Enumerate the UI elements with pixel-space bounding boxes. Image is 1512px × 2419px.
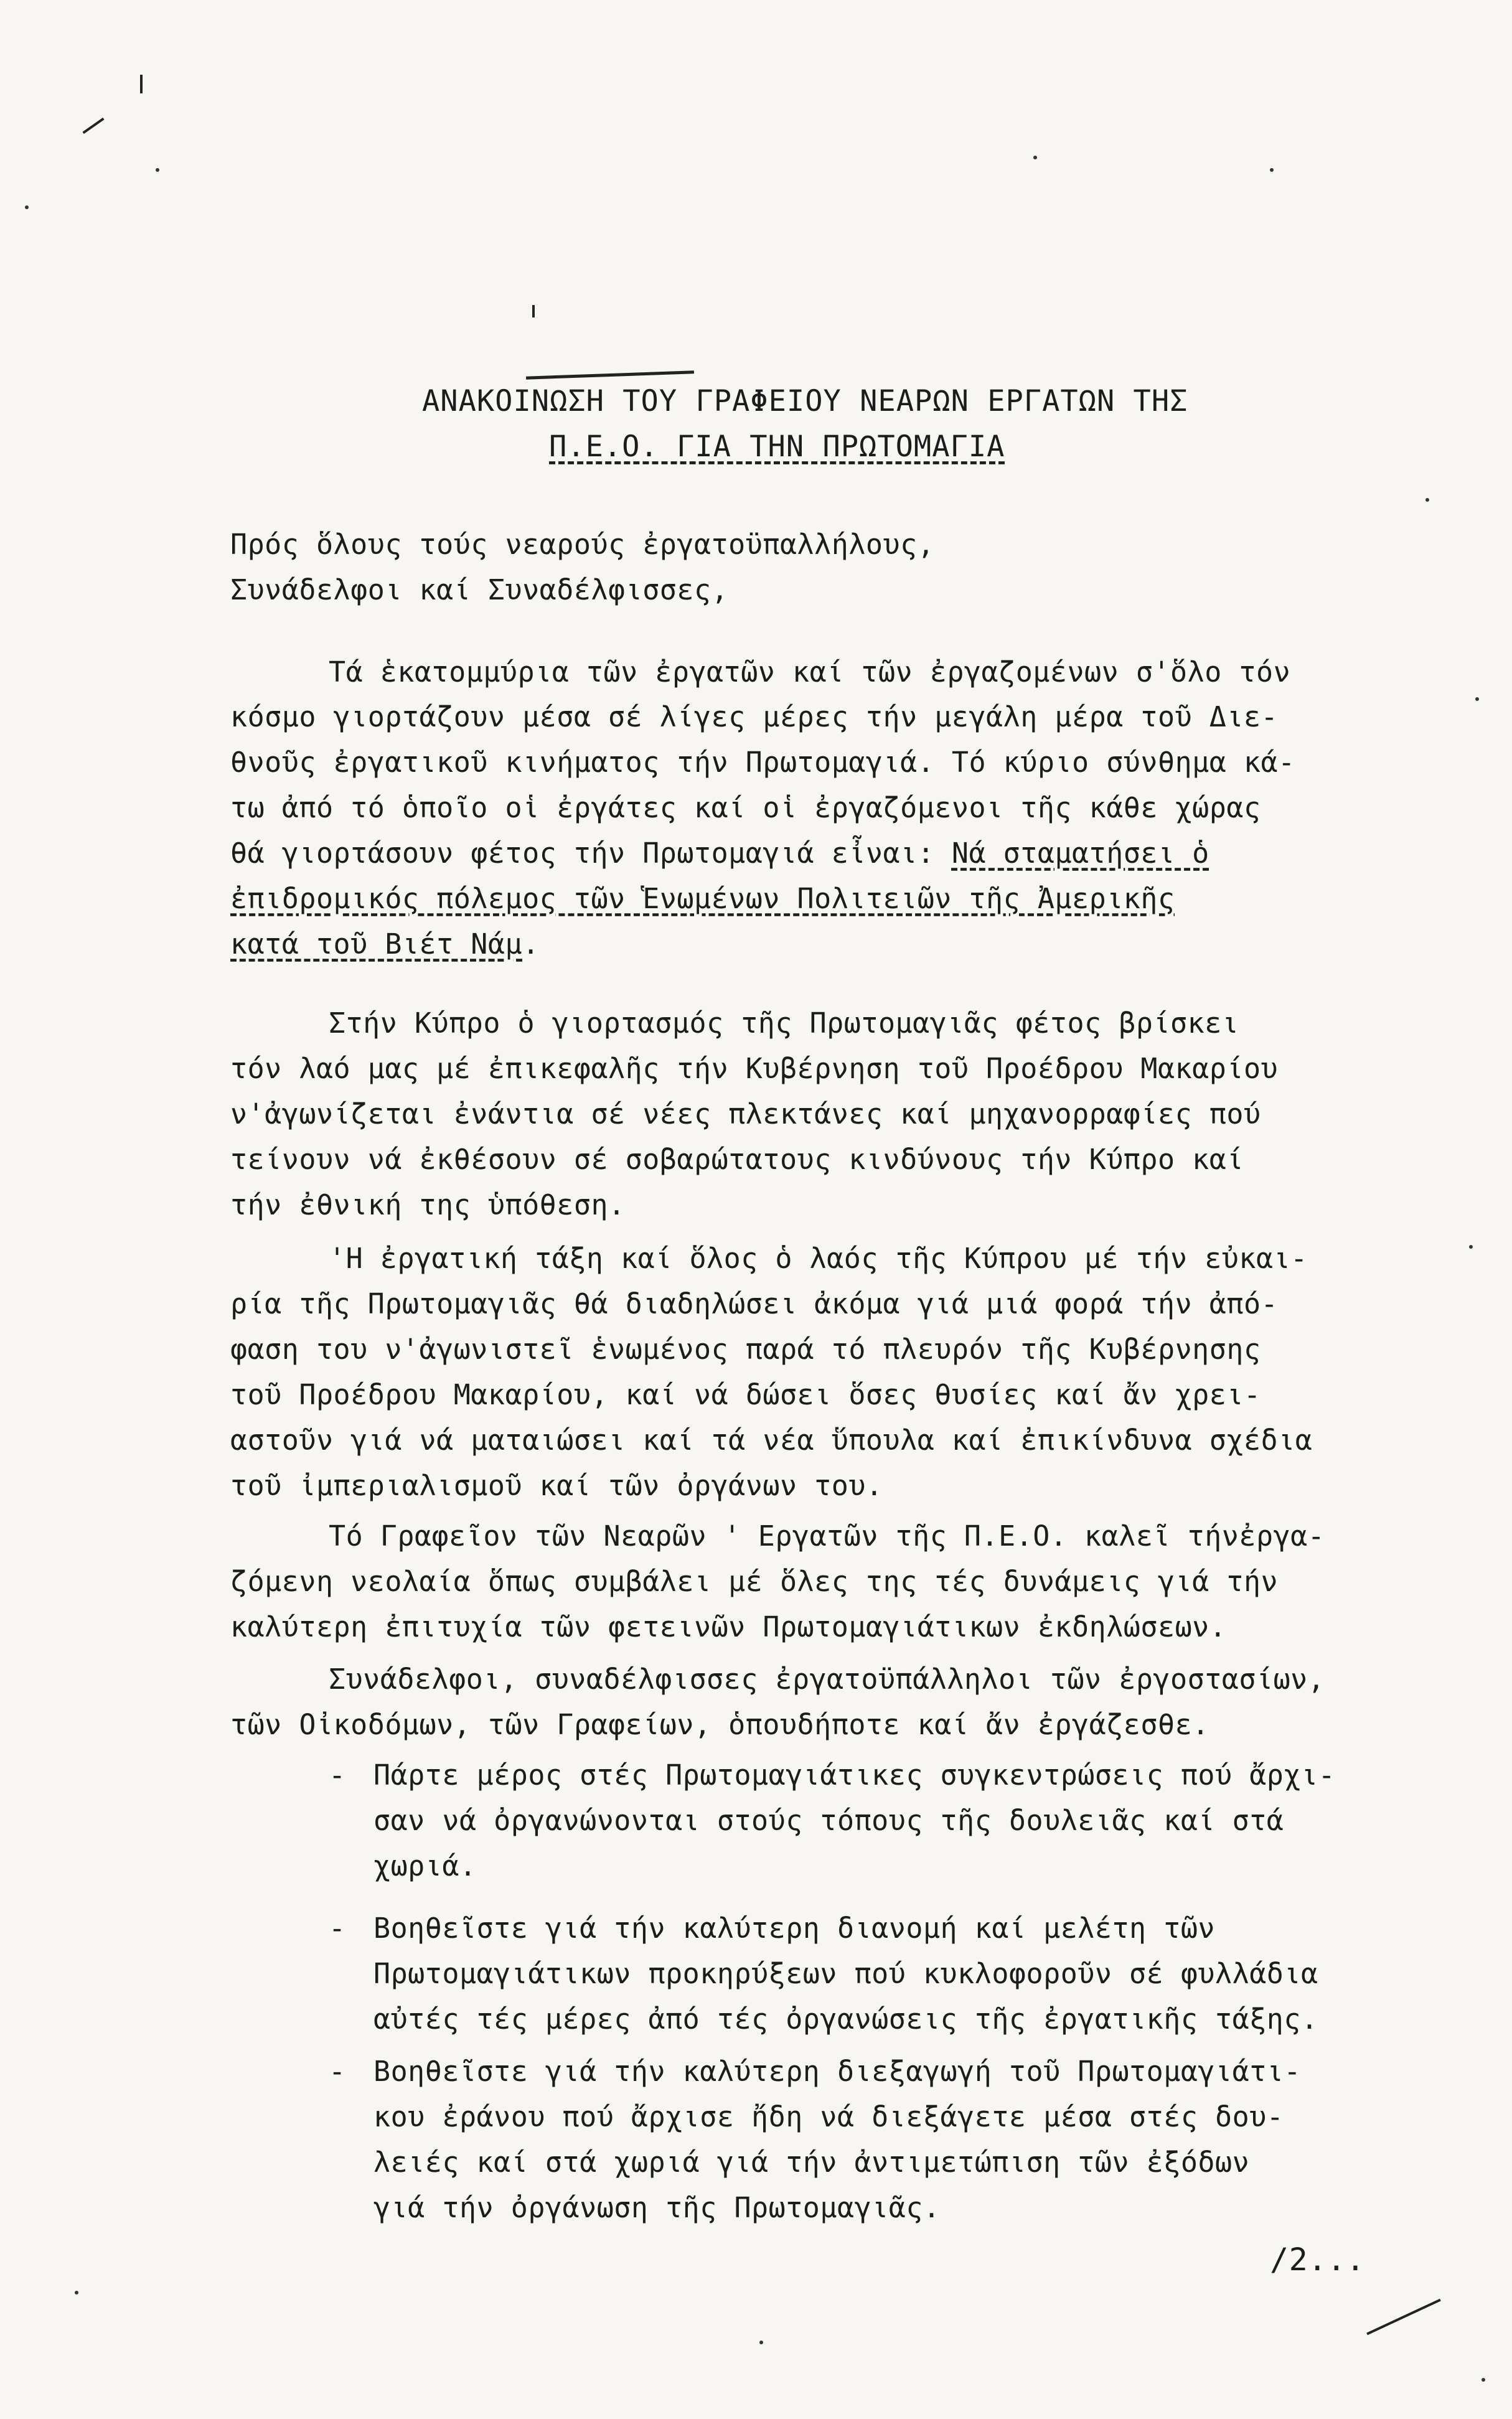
page-continuation-marker: /2... (1270, 2242, 1366, 2278)
para5-line-2: τῶν Οἰκοδόμων, τῶν Γραφείων, ὁπουδήποτε καί ἄν ἐργάζεσθε. (230, 1708, 1209, 1741)
bullet-1-line-1: Πάρτε μέρος στές Πρωτομαγιάτικες συγκεντρώσεις πού ἄρχι- (373, 1759, 1336, 1792)
greeting-line-1: Πρός ὅλους τούς νεαρούς ἐργατοϋπαλλήλους, (230, 528, 935, 561)
para2-line-1: Στήν Κύπρο ὁ γιορτασμός τῆς Πρωτομαγιᾶς φέτος βρίσκει (329, 1007, 1239, 1040)
bullet-1-line-2: σαν νά ὀργανώνονται στούς τόπους τῆς δουλειᾶς καί στά (373, 1804, 1284, 1837)
bullet-3-line-3: λειές καί στά χωριά γιά τήν ἀντιμετώπιση τῶν ἐξόδων (373, 2146, 1250, 2179)
bullet-1-line-3: χωριά. (373, 1849, 477, 1882)
para3-line-6: τοῦ ἰμπεριαλισμοῦ καί τῶν ὀργάνων του. (230, 1469, 883, 1502)
bullet-2-line-3: αὐτές τές μέρες ἀπό τές ὀργανώσεις τῆς ἐργατικῆς τάξης. (373, 2003, 1318, 2036)
scan-speck (75, 2291, 78, 2295)
para1-line-3: θνοῦς ἐργατικοῦ κινήματος τήν Πρωτομαγιά. Τό κύριο σύνθημα κά- (230, 746, 1295, 779)
bullet-3-line-2: κου ἐράνου πού ἄρχισε ἤδη νά διεξάγετε μέσα στές δου- (373, 2100, 1284, 2133)
para3-line-3: φαση του ν'ἀγωνιστεῖ ἑνωμένος παρά τό πλευρόν τῆς Κυβέρνησης (230, 1333, 1261, 1366)
slogan-part-2: ἐπιδρομικός πόλεμος τῶν Ἑνωμένων Πολιτειῶν τῆς Ἀμερικῆς (230, 882, 1175, 915)
slogan-end: . (522, 928, 540, 961)
slogan-part-1: Νά σταματήσει ὁ (951, 837, 1209, 870)
para2-line-5: τήν ἐθνική της ὑπόθεση. (230, 1188, 626, 1221)
scan-speck (759, 2341, 763, 2344)
bullet-2-line-1: Βοηθεῖστε γιά τήν καλύτερη διανομή καί μελέτη τῶν (373, 1912, 1216, 1945)
bullet-2-line-2: Πρωτομαγιάτικων προκηρύξεων πού κυκλοφοροῦν σέ φυλλάδια (373, 1957, 1318, 1990)
scan-speck (1270, 168, 1274, 172)
para3-line-1: 'Η ἐργατική τάξη καί ὅλος ὁ λαός τῆς Κύπρου μέ τήν εὐκαι- (329, 1242, 1308, 1275)
para2-line-4: τείνουν νά ἐκθέσουν σέ σοβαρώτατους κινδύνους τήν Κύπρο καί (230, 1143, 1244, 1176)
scan-mark (532, 305, 535, 317)
para1-line-1: Τά ἑκατομμύρια τῶν ἐργατῶν καί τῶν ἐργαζομένων σ'ὅλο τόν (329, 655, 1291, 688)
para1-line-7 (230, 926, 540, 963)
para5-line-1: Συνάδελφοι, συναδέλφισσες ἐργατοϋπάλληλοι τῶν ἐργοστασίων, (329, 1663, 1325, 1696)
para2-line-3: ν'ἀγωνίζεται ἐνάντια σέ νέες πλεκτάνες καί μηχανορραφίες πού (230, 1097, 1261, 1130)
scan-mark (82, 118, 104, 134)
scan-mark (1366, 2299, 1441, 2336)
scan-speck (1475, 697, 1479, 701)
para4-line-1: Τό Γραφεῖον τῶν Νεαρῶν ' Εργατῶν τῆς Π.Ε.Ο. καλεῖ τήνἐργα- (329, 1520, 1325, 1552)
para1-line-5-text: θά γιορτάσουν φέτος τήν Πρωτομαγιά εἶναι: (230, 837, 952, 870)
para1-line-5 (230, 835, 1209, 872)
bullet-3-line-4: γιά τήν ὀργάνωση τῆς Πρωτομαγιᾶς. (373, 2191, 941, 2224)
para1-line-4: τω ἀπό τό ὁποῖο οἱ ἐργάτες καί οἱ ἐργαζόμενοι τῆς κάθε χώρας (230, 791, 1261, 824)
scan-speck (1033, 156, 1037, 159)
slogan-part-3: κατά τοῦ Βιέτ Νάμ (230, 928, 523, 961)
bullet-dash: - (329, 1759, 346, 1792)
para2-line-2: τόν λαό μας μέ ἐπικεφαλῆς τήν Κυβέρνηση τοῦ Προέδρου Μακαρίου (230, 1052, 1279, 1085)
title-line-1: ΑΝΑΚΟΙΝΩΣΗ ΤΟΥ ΓΡΑΦΕΙΟΥ ΝΕΑΡΩΝ ΕΡΓΑΤΩΝ ΤΗΣ (422, 384, 1188, 418)
para3-line-5: αστοῦν γιά νά ματαιώσει καί τά νέα ὕπουλα καί ἐπικίνδυνα σχέδια (230, 1424, 1313, 1457)
scan-speck (1469, 1245, 1473, 1249)
bullet-3-line-1: Βοηθεῖστε γιά τήν καλύτερη διεξαγωγή τοῦ Πρωτομαγιάτι- (373, 2055, 1301, 2088)
para1-line-2: κόσμο γιορτάζουν μέσα σέ λίγες μέρες τήν μεγάλη μέρα τοῦ Διε- (230, 700, 1279, 733)
title-line-2: Π.Ε.Ο. ΓΙΑ ΤΗΝ ΠΡΩΤΟΜΑΓΙΑ (549, 430, 1005, 464)
para4-line-2: ζόμενη νεολαία ὅπως συμβάλει μέ ὅλες της τές δυνάμεις γιά τήν (230, 1565, 1279, 1598)
scan-speck (156, 168, 159, 172)
scan-speck (1425, 498, 1429, 502)
para3-line-4: τοῦ Προέδρου Μακαρίου, καί νά δώσει ὅσες θυσίες καί ἄν χρει- (230, 1378, 1261, 1411)
bullet-dash: - (329, 2055, 346, 2088)
para3-line-2: ρία τῆς Πρωτομαγιᾶς θά διαδηλώσει ἀκόμα γιά μιά φορά τήν ἀπό- (230, 1287, 1279, 1320)
scan-mark (140, 75, 143, 93)
scan-speck (25, 205, 29, 209)
bullet-dash: - (329, 1912, 346, 1945)
scan-mark (526, 370, 694, 379)
scan-speck (1481, 2378, 1485, 2382)
greeting-line-2: Συνάδελφοι καί Συναδέλφισσες, (230, 573, 729, 606)
para4-line-3: καλύτερη ἐπιτυχία τῶν φετεινῶν Πρωτομαγιάτικων ἐκδηλώσεων. (230, 1610, 1227, 1643)
